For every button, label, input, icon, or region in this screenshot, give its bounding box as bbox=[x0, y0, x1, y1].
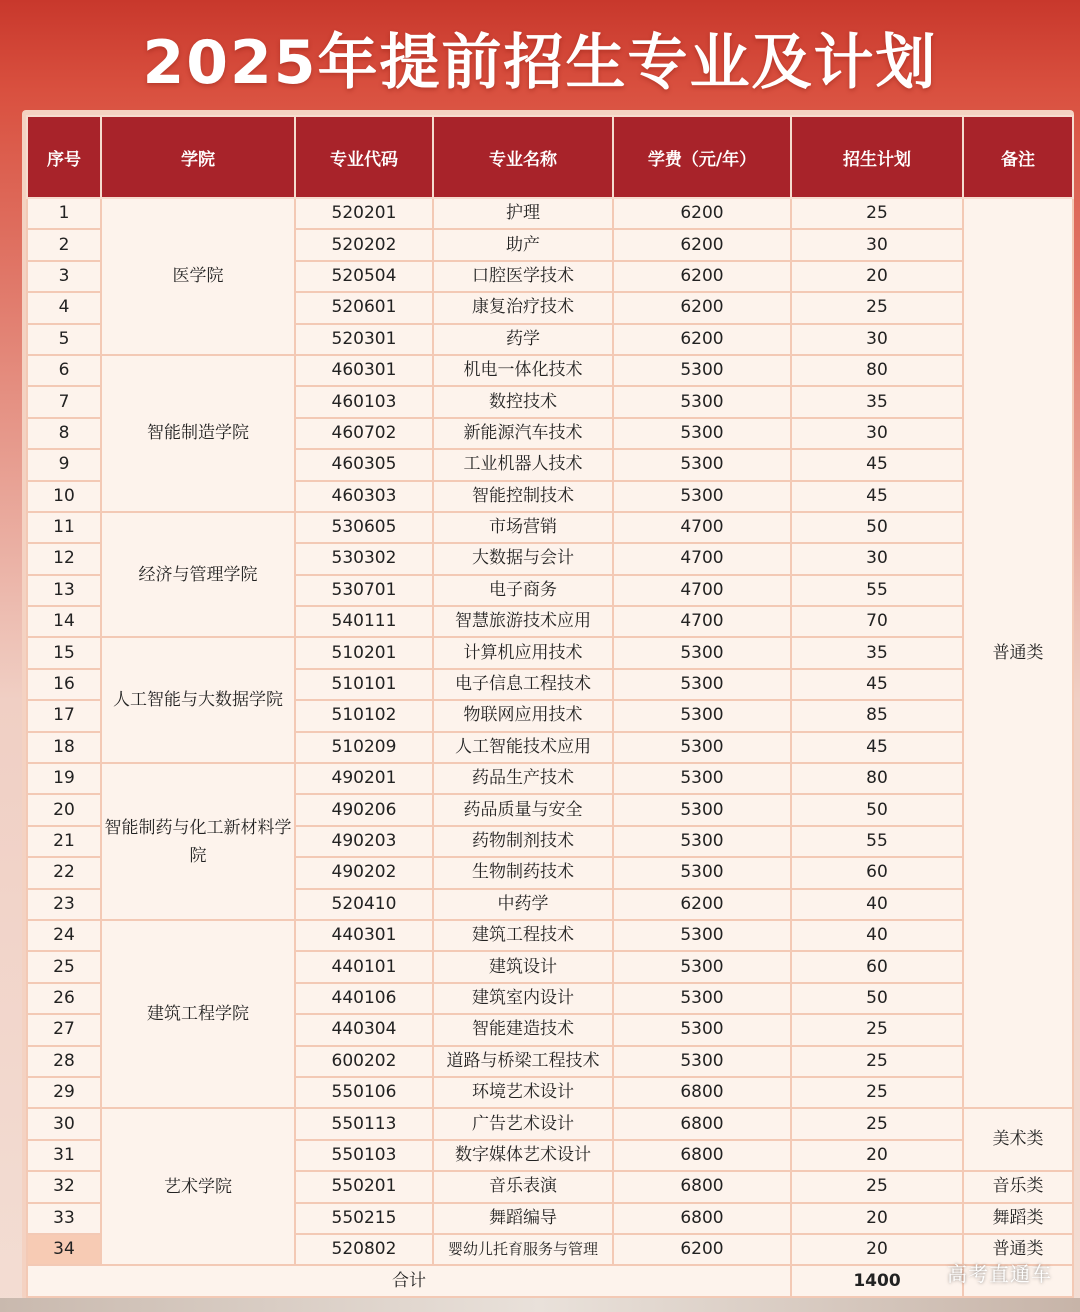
cell-tuition: 5300 bbox=[613, 1046, 791, 1077]
cell-plan: 50 bbox=[791, 794, 963, 825]
cell-major-code: 460702 bbox=[295, 418, 433, 449]
cell-plan: 45 bbox=[791, 732, 963, 763]
cell-index: 19 bbox=[27, 763, 101, 794]
cell-tuition: 5300 bbox=[613, 951, 791, 982]
cell-major-name: 智能建造技术 bbox=[433, 1014, 613, 1045]
cell-major-code: 460305 bbox=[295, 449, 433, 480]
cell-index: 8 bbox=[27, 418, 101, 449]
total-label: 合计 bbox=[27, 1265, 791, 1297]
cell-major-name: 智能控制技术 bbox=[433, 481, 613, 512]
cell-major-code: 510101 bbox=[295, 669, 433, 700]
background-ground bbox=[0, 1298, 1080, 1312]
cell-major-name: 工业机器人技术 bbox=[433, 449, 613, 480]
cell-major-name: 药物制剂技术 bbox=[433, 826, 613, 857]
cell-index: 23 bbox=[27, 889, 101, 920]
cell-major-code: 530302 bbox=[295, 543, 433, 574]
cell-index: 3 bbox=[27, 261, 101, 292]
cell-major-code: 440301 bbox=[295, 920, 433, 951]
cell-major-code: 550201 bbox=[295, 1171, 433, 1202]
table-row bbox=[27, 763, 1073, 794]
total-plan: 1400 bbox=[791, 1265, 963, 1297]
cell-major-name: 护理 bbox=[433, 198, 613, 229]
cell-college: 经济与管理学院 bbox=[101, 512, 295, 638]
cell-major-code: 520301 bbox=[295, 324, 433, 355]
cell-major-name: 数字媒体艺术设计 bbox=[433, 1140, 613, 1171]
cell-major-name: 助产 bbox=[433, 229, 613, 260]
cell-major-name: 口腔医学技术 bbox=[433, 261, 613, 292]
header-major-code: 专业代码 bbox=[295, 116, 433, 198]
cell-index: 10 bbox=[27, 481, 101, 512]
table-row bbox=[27, 1108, 1073, 1139]
cell-tuition: 6200 bbox=[613, 292, 791, 323]
cell-tuition: 5300 bbox=[613, 637, 791, 668]
cell-remarks: 普通类 bbox=[963, 198, 1073, 1108]
cell-major-code: 530605 bbox=[295, 512, 433, 543]
cell-remarks: 舞蹈类 bbox=[963, 1203, 1073, 1234]
cell-index: 15 bbox=[27, 637, 101, 668]
cell-plan: 30 bbox=[791, 418, 963, 449]
cell-remarks: 音乐类 bbox=[963, 1171, 1073, 1202]
cell-major-code: 520410 bbox=[295, 889, 433, 920]
cell-plan: 45 bbox=[791, 669, 963, 700]
cell-tuition: 5300 bbox=[613, 355, 791, 386]
cell-plan: 20 bbox=[791, 261, 963, 292]
cell-plan: 55 bbox=[791, 826, 963, 857]
cell-major-code: 440106 bbox=[295, 983, 433, 1014]
cell-tuition: 4700 bbox=[613, 575, 791, 606]
cell-tuition: 6800 bbox=[613, 1077, 791, 1108]
cell-tuition: 5300 bbox=[613, 794, 791, 825]
cell-college: 医学院 bbox=[101, 198, 295, 355]
cell-remarks: 美术类 bbox=[963, 1108, 1073, 1171]
cell-plan: 25 bbox=[791, 1108, 963, 1139]
cell-index: 17 bbox=[27, 700, 101, 731]
cell-tuition: 5300 bbox=[613, 1014, 791, 1045]
cell-plan: 20 bbox=[791, 1234, 963, 1265]
cell-major-code: 530701 bbox=[295, 575, 433, 606]
cell-plan: 25 bbox=[791, 198, 963, 229]
cell-major-name: 电子商务 bbox=[433, 575, 613, 606]
cell-major-code: 460103 bbox=[295, 386, 433, 417]
cell-index: 6 bbox=[27, 355, 101, 386]
cell-major-name: 电子信息工程技术 bbox=[433, 669, 613, 700]
cell-index: 12 bbox=[27, 543, 101, 574]
cell-index: 26 bbox=[27, 983, 101, 1014]
cell-remarks: 普通类 bbox=[963, 1234, 1073, 1265]
cell-plan: 25 bbox=[791, 1171, 963, 1202]
cell-major-name: 药学 bbox=[433, 324, 613, 355]
cell-college: 人工智能与大数据学院 bbox=[101, 637, 295, 763]
cell-major-name: 新能源汽车技术 bbox=[433, 418, 613, 449]
cell-plan: 30 bbox=[791, 229, 963, 260]
cell-major-code: 600202 bbox=[295, 1046, 433, 1077]
cell-major-name: 中药学 bbox=[433, 889, 613, 920]
header-tuition: 学费（元/年） bbox=[613, 116, 791, 198]
cell-tuition: 5300 bbox=[613, 920, 791, 951]
header-index: 序号 bbox=[27, 116, 101, 198]
cell-major-name: 市场营销 bbox=[433, 512, 613, 543]
cell-index: 2 bbox=[27, 229, 101, 260]
cell-tuition: 5300 bbox=[613, 826, 791, 857]
cell-major-code: 510209 bbox=[295, 732, 433, 763]
header-row bbox=[27, 116, 1073, 198]
cell-plan: 30 bbox=[791, 324, 963, 355]
page-title: 2025年提前招生专业及计划 bbox=[142, 28, 938, 98]
cell-index: 29 bbox=[27, 1077, 101, 1108]
cell-tuition: 5300 bbox=[613, 481, 791, 512]
cell-index: 9 bbox=[27, 449, 101, 480]
cell-tuition: 6200 bbox=[613, 261, 791, 292]
cell-tuition: 5300 bbox=[613, 857, 791, 888]
cell-tuition: 6200 bbox=[613, 229, 791, 260]
cell-index: 13 bbox=[27, 575, 101, 606]
cell-tuition: 4700 bbox=[613, 606, 791, 637]
cell-tuition: 6800 bbox=[613, 1203, 791, 1234]
cell-tuition: 5300 bbox=[613, 700, 791, 731]
cell-major-code: 520802 bbox=[295, 1234, 433, 1265]
cell-index: 24 bbox=[27, 920, 101, 951]
cell-major-code: 440101 bbox=[295, 951, 433, 982]
cell-major-code: 460301 bbox=[295, 355, 433, 386]
cell-index: 18 bbox=[27, 732, 101, 763]
cell-tuition: 6800 bbox=[613, 1171, 791, 1202]
cell-tuition: 6800 bbox=[613, 1140, 791, 1171]
cell-major-name: 道路与桥梁工程技术 bbox=[433, 1046, 613, 1077]
enrollment-plan-table bbox=[26, 115, 1074, 1298]
cell-major-code: 520601 bbox=[295, 292, 433, 323]
cell-tuition: 6200 bbox=[613, 198, 791, 229]
cell-plan: 35 bbox=[791, 637, 963, 668]
cell-plan: 60 bbox=[791, 857, 963, 888]
table-row bbox=[27, 920, 1073, 951]
cell-plan: 25 bbox=[791, 1077, 963, 1108]
cell-index: 25 bbox=[27, 951, 101, 982]
cell-plan: 20 bbox=[791, 1140, 963, 1171]
cell-tuition: 5300 bbox=[613, 449, 791, 480]
cell-plan: 35 bbox=[791, 386, 963, 417]
cell-index: 20 bbox=[27, 794, 101, 825]
cell-tuition: 5300 bbox=[613, 669, 791, 700]
cell-major-code: 550113 bbox=[295, 1108, 433, 1139]
cell-plan: 70 bbox=[791, 606, 963, 637]
cell-index: 16 bbox=[27, 669, 101, 700]
cell-college: 建筑工程学院 bbox=[101, 920, 295, 1108]
cell-plan: 45 bbox=[791, 481, 963, 512]
cell-major-code: 550103 bbox=[295, 1140, 433, 1171]
cell-major-code: 490202 bbox=[295, 857, 433, 888]
cell-plan: 25 bbox=[791, 1014, 963, 1045]
cell-major-code: 490201 bbox=[295, 763, 433, 794]
table-row bbox=[27, 512, 1073, 543]
cell-tuition: 6200 bbox=[613, 1234, 791, 1265]
cell-major-name: 机电一体化技术 bbox=[433, 355, 613, 386]
cell-major-name: 药品生产技术 bbox=[433, 763, 613, 794]
cell-major-code: 460303 bbox=[295, 481, 433, 512]
table-row bbox=[27, 637, 1073, 668]
cell-plan: 20 bbox=[791, 1203, 963, 1234]
cell-tuition: 6200 bbox=[613, 889, 791, 920]
table-row bbox=[27, 355, 1073, 386]
cell-major-name: 大数据与会计 bbox=[433, 543, 613, 574]
header-remarks: 备注 bbox=[963, 116, 1073, 198]
cell-major-name: 建筑室内设计 bbox=[433, 983, 613, 1014]
cell-index: 34 bbox=[27, 1234, 101, 1265]
table-body bbox=[27, 198, 1073, 1297]
cell-major-code: 510201 bbox=[295, 637, 433, 668]
table-row bbox=[27, 198, 1073, 229]
cell-major-code: 490206 bbox=[295, 794, 433, 825]
cell-major-code: 520201 bbox=[295, 198, 433, 229]
cell-index: 1 bbox=[27, 198, 101, 229]
cell-major-code: 520202 bbox=[295, 229, 433, 260]
cell-index: 5 bbox=[27, 324, 101, 355]
cell-major-name: 婴幼儿托育服务与管理 bbox=[433, 1234, 613, 1265]
cell-index: 22 bbox=[27, 857, 101, 888]
cell-plan: 80 bbox=[791, 763, 963, 794]
cell-index: 28 bbox=[27, 1046, 101, 1077]
cell-tuition: 5300 bbox=[613, 983, 791, 1014]
cell-college: 智能制造学院 bbox=[101, 355, 295, 512]
cell-plan: 25 bbox=[791, 1046, 963, 1077]
cell-plan: 40 bbox=[791, 920, 963, 951]
cell-college: 智能制药与化工新材料学院 bbox=[101, 763, 295, 920]
cell-index: 14 bbox=[27, 606, 101, 637]
cell-major-name: 广告艺术设计 bbox=[433, 1108, 613, 1139]
cell-major-code: 510102 bbox=[295, 700, 433, 731]
cell-index: 31 bbox=[27, 1140, 101, 1171]
cell-major-name: 药品质量与安全 bbox=[433, 794, 613, 825]
cell-major-name: 物联网应用技术 bbox=[433, 700, 613, 731]
cell-major-code: 550106 bbox=[295, 1077, 433, 1108]
cell-tuition: 4700 bbox=[613, 543, 791, 574]
cell-plan: 45 bbox=[791, 449, 963, 480]
total-row bbox=[27, 1265, 1073, 1297]
cell-plan: 30 bbox=[791, 543, 963, 574]
cell-plan: 40 bbox=[791, 889, 963, 920]
header-major-name: 专业名称 bbox=[433, 116, 613, 198]
cell-plan: 50 bbox=[791, 983, 963, 1014]
cell-major-name: 舞蹈编导 bbox=[433, 1203, 613, 1234]
cell-major-code: 520504 bbox=[295, 261, 433, 292]
watermark: 高考直通车 bbox=[947, 1262, 1052, 1286]
cell-major-name: 建筑工程技术 bbox=[433, 920, 613, 951]
cell-plan: 25 bbox=[791, 292, 963, 323]
cell-major-name: 环境艺术设计 bbox=[433, 1077, 613, 1108]
cell-tuition: 4700 bbox=[613, 512, 791, 543]
cell-major-code: 550215 bbox=[295, 1203, 433, 1234]
cell-index: 4 bbox=[27, 292, 101, 323]
cell-tuition: 6200 bbox=[613, 324, 791, 355]
cell-major-code: 490203 bbox=[295, 826, 433, 857]
cell-index: 27 bbox=[27, 1014, 101, 1045]
cell-major-code: 440304 bbox=[295, 1014, 433, 1045]
cell-plan: 55 bbox=[791, 575, 963, 606]
cell-index: 11 bbox=[27, 512, 101, 543]
cell-index: 21 bbox=[27, 826, 101, 857]
cell-major-name: 计算机应用技术 bbox=[433, 637, 613, 668]
cell-tuition: 5300 bbox=[613, 418, 791, 449]
cell-college: 艺术学院 bbox=[101, 1108, 295, 1265]
cell-tuition: 6800 bbox=[613, 1108, 791, 1139]
cell-major-name: 数控技术 bbox=[433, 386, 613, 417]
cell-major-name: 康复治疗技术 bbox=[433, 292, 613, 323]
header-college: 学院 bbox=[101, 116, 295, 198]
cell-plan: 85 bbox=[791, 700, 963, 731]
cell-major-name: 建筑设计 bbox=[433, 951, 613, 982]
header-plan: 招生计划 bbox=[791, 116, 963, 198]
cell-plan: 80 bbox=[791, 355, 963, 386]
cell-major-name: 音乐表演 bbox=[433, 1171, 613, 1202]
cell-major-name: 人工智能技术应用 bbox=[433, 732, 613, 763]
cell-plan: 60 bbox=[791, 951, 963, 982]
cell-major-name: 生物制药技术 bbox=[433, 857, 613, 888]
cell-index: 30 bbox=[27, 1108, 101, 1139]
cell-major-code: 540111 bbox=[295, 606, 433, 637]
cell-tuition: 5300 bbox=[613, 386, 791, 417]
cell-index: 33 bbox=[27, 1203, 101, 1234]
cell-tuition: 5300 bbox=[613, 763, 791, 794]
cell-index: 32 bbox=[27, 1171, 101, 1202]
cell-index: 7 bbox=[27, 386, 101, 417]
cell-major-name: 智慧旅游技术应用 bbox=[433, 606, 613, 637]
cell-tuition: 5300 bbox=[613, 732, 791, 763]
cell-plan: 50 bbox=[791, 512, 963, 543]
